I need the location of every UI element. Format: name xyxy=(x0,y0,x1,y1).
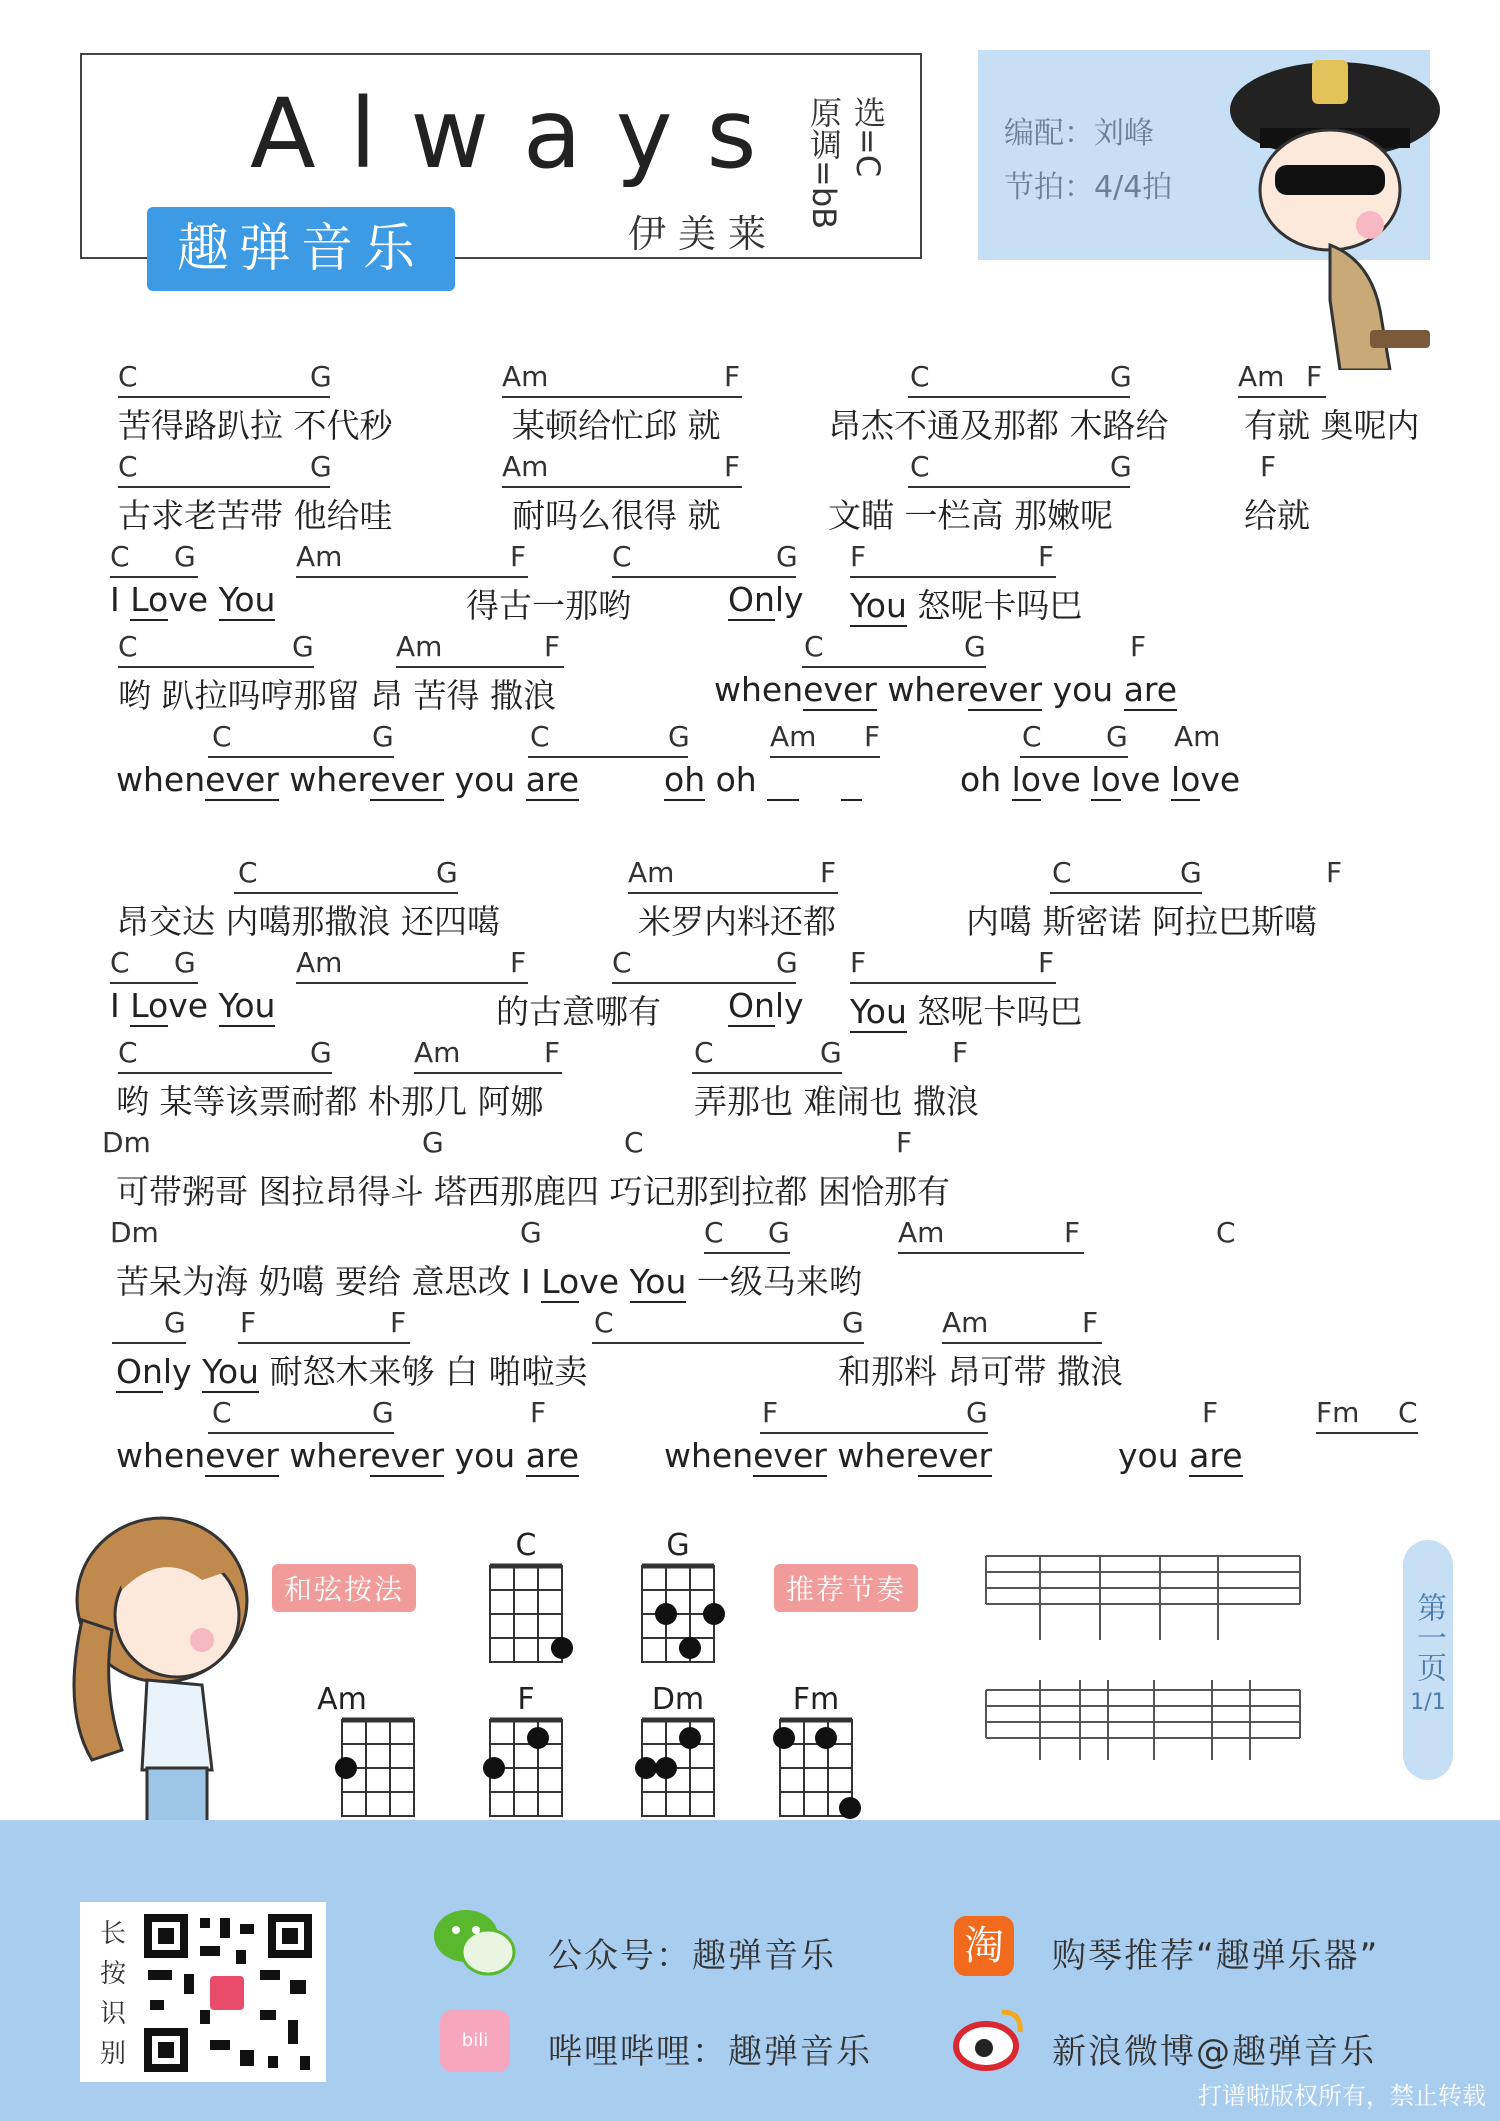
fingering-label: 和弦按法 xyxy=(272,1564,416,1612)
lyric-row: C G I Love You Am F 得古一那哟 C G Only F F You 怒呢卡吗巴 xyxy=(110,540,1083,625)
chord-diagram-label: Am xyxy=(317,1682,367,1717)
lyric-row: C G Am F 哟 某等该票耐都 朴那几 阿娜 C G F 弄那也 难闹也 撒浪 xyxy=(116,1036,979,1121)
bilibili-account: 哔哩哔哩：趣弹音乐 xyxy=(548,2032,872,2072)
bilibili-icon: bili xyxy=(440,2010,510,2072)
lyric-text: 昂杰不通及那都 木路给 xyxy=(828,406,1169,445)
weibo-account: 新浪微博@趣弹音乐 xyxy=(1052,2032,1376,2072)
arranger: 编配：刘峰 xyxy=(1004,116,1154,151)
chord-diagram-label: F xyxy=(517,1682,535,1717)
wechat-account: 公众号：趣弹音乐 xyxy=(548,1936,836,1976)
lyric-text: 苦得路趴拉 不代秒 xyxy=(118,406,393,445)
wechat-icon xyxy=(432,1904,516,1980)
lyric-row: C G I Love You Am F 的古意哪有 C G Only F F You 怒呢卡吗巴 xyxy=(110,946,1083,1031)
lyric-text: 某顿给忙邱 就 xyxy=(512,406,721,445)
qr-hint: 长按识别 xyxy=(100,1919,127,2069)
shop-recommendation: 购琴推荐“趣弹乐器” xyxy=(1052,1936,1380,1976)
song-title: Always xyxy=(250,78,791,190)
lyric-row: Dm G C F 可带粥哥 图拉昂得斗 塔西那鹿四 巧记那到拉都 困恰那有 xyxy=(102,1126,950,1211)
chord-label: Am xyxy=(1238,360,1285,393)
brand-badge: 趣弹音乐 xyxy=(147,207,455,291)
lyric-row: C G Am F 哟 趴拉吗哼那留 昂 苦得 撒浪 C G F whenever wherever you are xyxy=(118,630,1178,715)
chord-label: C xyxy=(910,360,930,393)
singer-name: 伊美莱 xyxy=(628,212,779,256)
page-indicator xyxy=(1403,1540,1453,1780)
chord-label: Am xyxy=(502,360,549,393)
copyright-notice: 打谱啦版权所有，禁止转载 xyxy=(1198,2082,1486,2110)
lyric-row: C G 古求老苦带 他给哇 Am F 耐吗么很得 就 C G 文瞄 一栏高 那嫩呢 F 给就 xyxy=(118,450,1310,535)
page-number: 1/1 xyxy=(1410,1690,1446,1715)
chord-diagram-label: G xyxy=(666,1528,690,1563)
lyric-row: C G 昂交达 内噶那撒浪 还四噶 Am F 米罗内料还都 C G F 内噶 斯密诺 阿拉巴斯噶 xyxy=(116,856,1343,941)
chord-label: G xyxy=(310,360,332,393)
meter: 节拍：4/4拍 xyxy=(1004,170,1173,205)
qr-code[interactable] xyxy=(140,1910,316,2076)
page-label: 第一页 xyxy=(1411,1592,1446,1682)
chord-diagram-label: Dm xyxy=(651,1682,705,1717)
lyric-row: C G F whenever wherever you are F G whenever wherever F you are Fm C xyxy=(116,1396,1418,1475)
chord-label: G xyxy=(1110,360,1132,393)
lyric-row: G F F Only You 耐怒木来够 白 啪啦卖 C G Am F 和那料 昂可带 撒浪 xyxy=(0,1306,1500,1396)
chord-label: F xyxy=(724,360,741,393)
rhythm-label: 推荐节奏 xyxy=(774,1564,918,1612)
chord-diagram-label: Fm xyxy=(792,1682,840,1717)
key-select: 选=C xyxy=(849,96,887,178)
lyric-row: C G whenever wherever you are C G Am F oh oh C G Am oh love love love xyxy=(116,720,1241,799)
weibo-icon xyxy=(952,2006,1026,2072)
lyric-row: Dm G C G Am F C 苦呆为海 奶噶 要给 意思改 I Love You 一级马来哟 xyxy=(110,1216,1236,1301)
key-original: 原调=bB xyxy=(805,96,843,230)
taobao-icon: 淘 xyxy=(954,1916,1014,1976)
lyric-text: 有就 奥呢内 xyxy=(1244,406,1420,445)
chord-label: C xyxy=(118,360,138,393)
rhythm-notation xyxy=(986,1556,1300,1760)
chord-diagram-label: C xyxy=(515,1528,537,1563)
chord-label: F xyxy=(1306,360,1323,393)
